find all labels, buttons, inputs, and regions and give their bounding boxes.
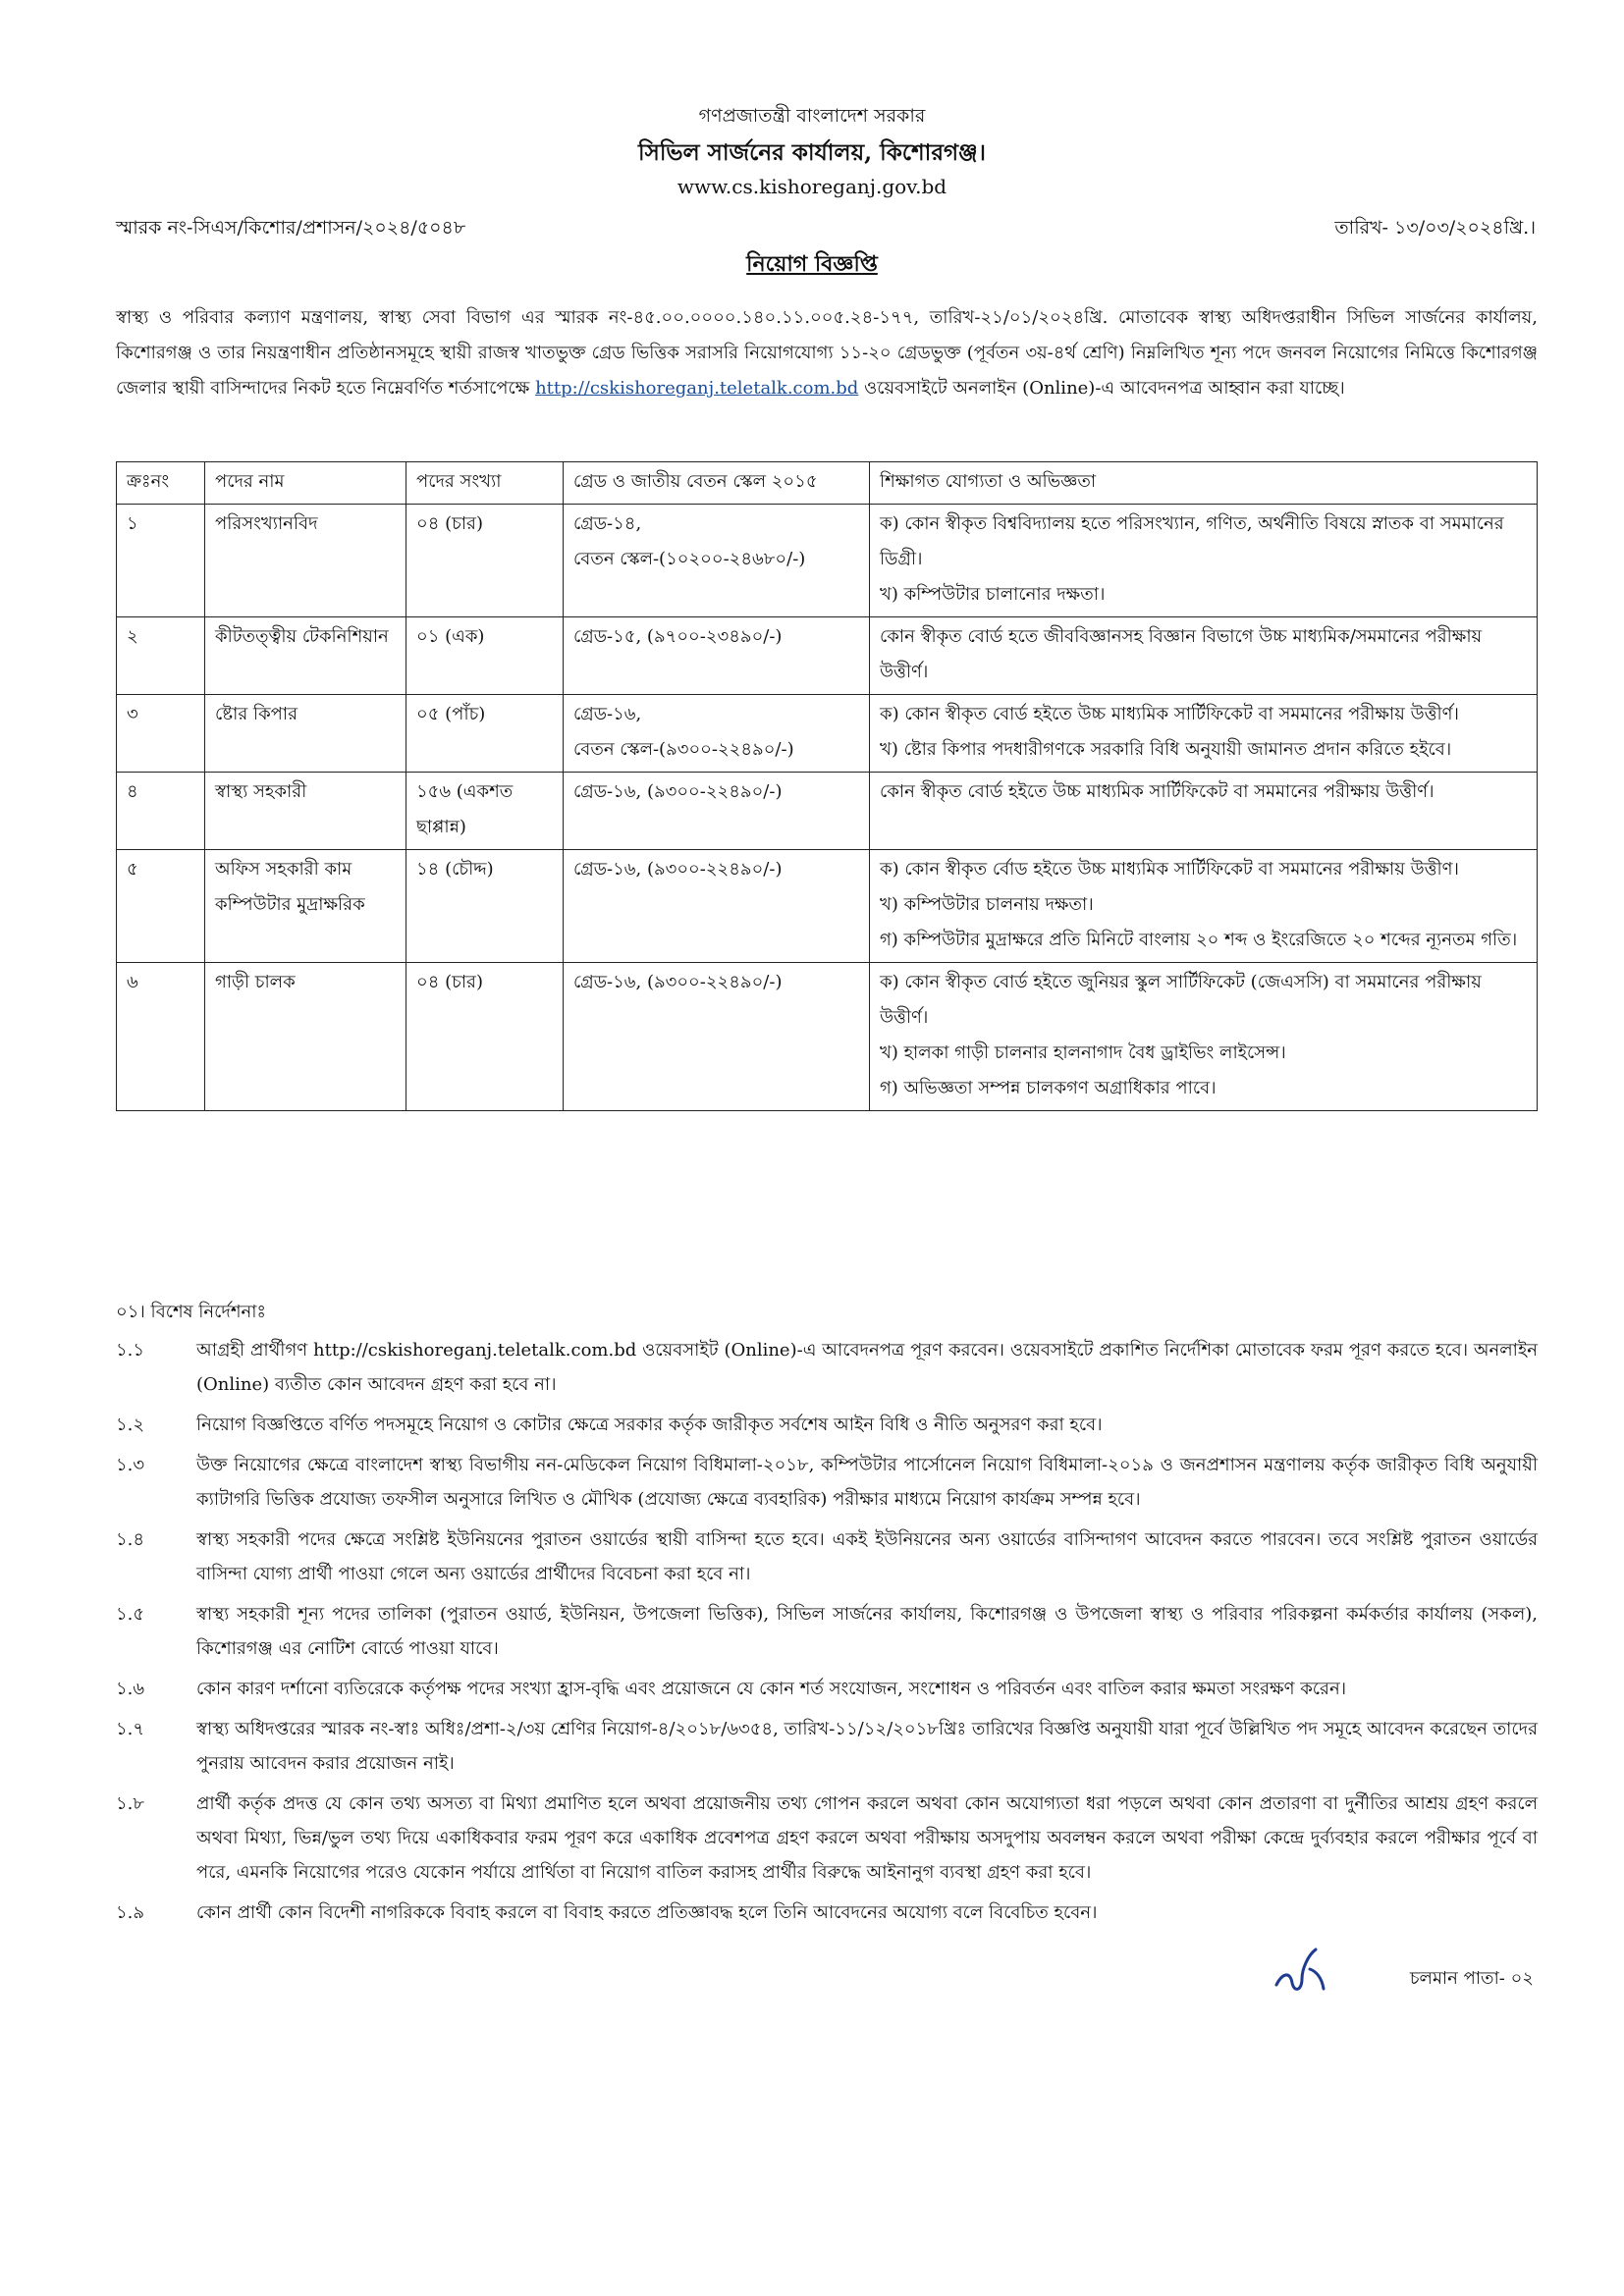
header-grade-scale: গ্রেড ও জাতীয় বেতন স্কেল ২০১৫	[564, 462, 870, 505]
instruction-text: প্রার্থী কর্তৃক প্রদত্ত যে কোন তথ্য অসত্য বা মিথ্যা প্রমাণিত হলে অথবা প্রয়োজনীয় তথ্য গোপন করলে অথবা কোন অযোগ্যতা ধরা পড়লে অথবা কোন প্রতারণা বা দুর্নীতির আশ্রয় গ্রহণ করলে অথবা মিথ্যা, ভিন্ন/ভুল তথ্য দিয়ে একাধিকবার ফরম পূরণ করে একাধিক প্রবেশপত্র গ্রহণ করলে অথবা পরীক্ষায় অসদুপায় অবলম্বন করলে অথবা পরীক্ষা কেন্দ্রে দুর্ব্যবহার করলে পরীক্ষার পূর্বে বা পরে, এমনকি নিয়োগের পরেও যেকোন পর্যায়ে প্রার্থিতা বা নিয়োগ বাতিল করাসহ প্রার্থীর বিরুদ্ধে আইনানুগ ব্যবস্থা গ্রহণ করা হবে।	[196, 1793, 1538, 1883]
table-row	[117, 617, 1538, 695]
qualification-line: কোন স্বীকৃত বোর্ড হতে জীববিজ্ঞানসহ বিজ্ঞান বিভাগে উচ্চ মাধ্যমিক/সমমানের পরীক্ষায় উত্তীর্ণ।	[880, 626, 1483, 682]
instruction-text: স্বাস্থ্য সহকারী পদের ক্ষেত্রে সংশ্লিষ্ট ইউনিয়নের পুরাতন ওয়ার্ডের স্থায়ী বাসিন্দা হতে হবে। একই ইউনিয়নের অন্য ওয়ার্ডের বাসিন্দাগণ আবেদন করতে পারবেন। তবে সংশ্লিষ্ট পুরাতন ওয়ার্ডের বাসিন্দা যোগ্য প্রার্থী পাওয়া গেলে অন্য ওয়ার্ডের প্রার্থীদের বিবেচনা করা হবে না।	[196, 1529, 1538, 1584]
grade-line: বেতন স্কেল-(৯৩০০-২২৪৯০/-)	[573, 739, 794, 760]
header-post-name: পদের নাম	[205, 462, 406, 505]
qualification-line: গ) কম্পিউটার মুদ্রাক্ষরে প্রতি মিনিটে বাংলায় ২০ শব্দ ও ইংরেজিতে ২০ শব্দের ন্যূনতম গতি।	[880, 930, 1518, 950]
table-row	[117, 850, 1538, 963]
qualification-line: খ) কম্পিউটার চালানোর দক্ষতা।	[880, 584, 1106, 605]
cell-post-name: অফিস সহকারী কাম কম্পিউটার মুদ্রাক্ষরিক	[205, 850, 406, 963]
instruction-number: ১.৪	[116, 1529, 145, 1550]
cell-post-count: ০৪ (চার)	[406, 963, 564, 1111]
instruction-number: ১.১	[116, 1340, 145, 1361]
instruction-item	[116, 1896, 1538, 1930]
instruction-text: স্বাস্থ্য সহকারী শূন্য পদের তালিকা (পুরাতন ওয়ার্ড, ইউনিয়ন, উপজেলা ভিত্তিক), সিভিল সার্জনের কার্যালয়, কিশোরগঞ্জ ও উপজেলা স্বাস্থ্য ও পরিবার পরিকল্পনা কর্মকর্তার কার্যালয় (সকল), কিশোরগঞ্জ এর নোটিশ বোর্ডে পাওয়া যাবে।	[196, 1604, 1538, 1659]
cell-qualification	[870, 617, 1538, 695]
header-post-count: পদের সংখ্যা	[406, 462, 564, 505]
instruction-item	[116, 1597, 1538, 1666]
instruction-number: ১.৮	[116, 1793, 145, 1814]
qualification-line: ক) কোন স্বীকৃত বিশ্ববিদ্যালয় হতে পরিসংখ্যান, গণিত, অর্থনীতি বিষয়ে স্নাতক বা সমমানের ডিগ্রী।	[880, 513, 1504, 569]
cell-grade-scale	[564, 850, 870, 963]
instruction-number: ১.৯	[116, 1902, 145, 1923]
instruction-text: আগ্রহী প্রার্থীগণ http://cskishoreganj.teletalk.com.bd ওয়েবসাইট (Online)-এ আবেদনপত্র পূরণ করবেন। ওয়েবসাইটে প্রকাশিত নির্দেশিকা মোতাবেক ফরম পূরণ করতে হবে। অনলাইন (Online) ব্যতীত কোন আবেদন গ্রহণ করা হবে না।	[196, 1340, 1538, 1395]
continued-page-note: চলমান পাতা- ০২	[1409, 1968, 1534, 1989]
instruction-item	[116, 1712, 1538, 1781]
instruction-item	[116, 1672, 1538, 1706]
instruction-text: স্বাস্থ্য অধিদপ্তরের স্মারক নং-স্বাঃ অধিঃ/প্রশা-২/৩য় শ্রেণির নিয়োগ-৪/২০১৮/৬৩৫৪, তারিখ-১১/১২/২০১৮খ্রিঃ তারিখের বিজ্ঞপ্তি অনুযায়ী যারা পূর্বে উল্লিখিত পদ সমূহে আবেদন করেছেন তাদের পুনরায় আবেদন করার প্রয়োজন নাই।	[196, 1719, 1538, 1774]
cell-serial: ৩	[117, 695, 205, 773]
special-instructions-heading: ০১। বিশেষ নির্দেশনাঃ	[116, 1302, 267, 1322]
instruction-text: কোন প্রার্থী কোন বিদেশী নাগরিককে বিবাহ করলে বা বিবাহ করতে প্রতিজ্ঞাবদ্ধ হলে তিনি আবেদনের অযোগ্য বলে বিবেচিত হবেন।	[196, 1902, 1098, 1923]
memo-date: তারিখ- ১৩/০৩/২০২৪খ্রি.।	[1334, 217, 1536, 239]
instruction-item	[116, 1408, 1538, 1442]
special-instructions-list	[116, 1333, 1538, 1936]
cell-serial: ১	[117, 505, 205, 617]
table-row	[117, 505, 1538, 617]
cell-grade-scale	[564, 617, 870, 695]
grade-line: গ্রেড-১৪,	[573, 513, 642, 534]
cell-post-count: ০৪ (চার)	[406, 505, 564, 617]
application-link[interactable]: http://cskishoreganj.teletalk.com.bd	[535, 378, 859, 399]
instruction-item	[116, 1333, 1538, 1402]
cell-post-count: ১৫৬ (একশত ছাপ্পান্ন)	[406, 773, 564, 850]
table-row	[117, 963, 1538, 1111]
cell-post-count: ০১ (এক)	[406, 617, 564, 695]
qualification-line: খ) ষ্টোর কিপার পদধারীগণকে সরকারি বিধি অনুযায়ী জামানত প্রদান করিতে হইবে।	[880, 739, 1452, 760]
grade-line: গ্রেড-১৬, (৯৩০০-২২৪৯০/-)	[573, 859, 783, 880]
intro-paragraph: স্বাস্থ্য ও পরিবার কল্যাণ মন্ত্রণালয়, স্বাস্থ্য সেবা বিভাগ এর স্মারক নং-৪৫.০০.০০০০.১৪০.১১.০০৫.২৪-১৭৭, তারিখ-২১/০১/২০২৪খ্রি. মোতাবেক স্বাস্থ্য অধিদপ্তরাধীন সিভিল সার্জনের কার্যালয়, কিশোরগঞ্জ ও তার নিয়ন্ত্রণাধীন প্রতিষ্ঠানসমূহে স্থায়ী রাজস্ব খাতভুক্ত গ্রেড ভিত্তিক সরাসরি নিয়োগযোগ্য ১১-২০ গ্রেডভুক্ত (পূর্বতন ৩য়-৪র্থ শ্রেণি) নিম্নলিখিত শূন্য পদে জনবল নিয়োগের নিমিত্তে কিশোরগঞ্জ জেলার স্থায়ী বাসিন্দাদের নিকট হতে নিম্নেবর্ণিত শর্তসাপেক্ষে http://cskishoreganj.teletalk.com.bd ওয়েবসাইটে অনলাইন (Online)-এ আবেদনপত্র আহ্বান করা যাচ্ছে।	[116, 307, 1538, 399]
cell-post-count: ০৫ (পাঁচ)	[406, 695, 564, 773]
cell-serial: ২	[117, 617, 205, 695]
qualification-line: ক) কোন স্বীকৃত বোর্ড হইতে জুনিয়র স্কুল সার্টিফিকেট (জেএসসি) বা সমমানের পরীক্ষায় উত্তীর্ণ।	[880, 972, 1482, 1028]
qualification-line: কোন স্বীকৃত বোর্ড হইতে উচ্চ মাধ্যমিক সার্টিফিকেট বা সমমানের পরীক্ষায় উত্তীর্ণ।	[880, 781, 1435, 802]
office-website[interactable]: www.cs.kishoreganj.gov.bd	[677, 175, 947, 198]
qualification-line: খ) কম্পিউটার চালনায় দক্ষতা।	[880, 894, 1094, 915]
cell-post-name: পরিসংখ্যানবিদ	[205, 505, 406, 617]
cell-post-name: স্বাস্থ্য সহকারী	[205, 773, 406, 850]
qualification-line: ক) কোন স্বীকৃত র্বোড হইতে উচ্চ মাধ্যমিক সার্টিফিকেট বা সমমানের পরীক্ষায় উত্তীণ।	[880, 859, 1459, 880]
cell-grade-scale	[564, 773, 870, 850]
instruction-text: উক্ত নিয়োগের ক্ষেত্রে বাংলাদেশ স্বাস্থ্য বিভাগীয় নন-মেডিকেল নিয়োগ বিধিমালা-২০১৮, কম্পিউটার পার্সোনেল নিয়োগ বিধিমালা-২০১৯ ও জনপ্রশাসন মন্ত্রণালয় কর্তৃক জারীকৃত বিধি অনুযায়ী ক্যাটাগরি ভিত্তিক প্রযোজ্য তফসীল অনুসারে লিখিত ও মৌখিক (প্রযোজ্য ক্ষেত্রে ব্যবহারিক) পরীক্ষার মাধ্যমে নিয়োগ কার্যক্রম সম্পন্ন হবে।	[196, 1455, 1538, 1510]
grade-line: গ্রেড-১৬,	[573, 704, 642, 724]
instruction-number: ১.২	[116, 1415, 145, 1435]
instruction-number: ১.৫	[116, 1604, 145, 1625]
table-row	[117, 773, 1538, 850]
instruction-number: ১.৩	[116, 1455, 145, 1475]
instruction-item	[116, 1787, 1538, 1890]
grade-line: বেতন স্কেল-(১০২০০-২৪৬৮০/-)	[573, 549, 806, 569]
table-header-row	[117, 462, 1538, 505]
cell-grade-scale	[564, 695, 870, 773]
cell-serial: ৫	[117, 850, 205, 963]
qualification-line: গ) অভিজ্ঞতা সম্পন্ন চালকগণ অগ্রাধিকার পাবে।	[880, 1078, 1217, 1098]
instruction-item	[116, 1522, 1538, 1591]
instruction-text: কোন কারণ দর্শানো ব্যতিরেকে কর্তৃপক্ষ পদের সংখ্যা হ্রাস-বৃদ্ধি এবং প্রয়োজনে যে কোন শর্ত সংযোজন, সংশোধন ও পরিবর্তন এবং বাতিল করার ক্ষমতা সংরক্ষণ করেন।	[196, 1679, 1347, 1699]
cell-qualification	[870, 963, 1538, 1111]
page-title: নিয়োগ বিজ্ঞপ্তি	[746, 251, 878, 277]
vacancy-table	[116, 461, 1538, 1111]
cell-post-name: ষ্টোর কিপার	[205, 695, 406, 773]
header-serial: ক্রঃনং	[117, 462, 205, 505]
signature-mark	[1272, 1944, 1327, 1997]
cell-post-count: ১৪ (চৌদ্দ)	[406, 850, 564, 963]
qualification-line: ক) কোন স্বীকৃত বোর্ড হইতে উচ্চ মাধ্যমিক সার্টিফিকেট বা সমমানের পরীক্ষায় উত্তীর্ণ।	[880, 704, 1459, 724]
qualification-line: খ) হালকা গাড়ী চালনার হালনাগাদ বৈধ ড্রাইভিং লাইসেন্স।	[880, 1042, 1286, 1063]
cell-qualification	[870, 695, 1538, 773]
cell-serial: ৪	[117, 773, 205, 850]
cell-qualification	[870, 505, 1538, 617]
memo-number: স্মারক নং-সিএস/কিশোর/প্রশাসন/২০২৪/৫০৪৮	[116, 217, 466, 239]
cell-post-name: গাড়ী চালক	[205, 963, 406, 1111]
header-qualification: শিক্ষাগত যোগ্যতা ও অভিজ্ঞতা	[870, 462, 1538, 505]
office-name: সিভিল সার্জনের কার্যালয়, কিশোরগঞ্জ।	[638, 139, 986, 166]
government-name: গণপ্রজাতন্ত্রী বাংলাদেশ সরকার	[698, 105, 926, 127]
instruction-number: ১.৭	[116, 1719, 145, 1739]
cell-post-name: কীটতত্ত্বীয় টেকনিশিয়ান	[205, 617, 406, 695]
instruction-item	[116, 1448, 1538, 1517]
table-body	[117, 505, 1538, 1111]
instruction-number: ১.৬	[116, 1679, 145, 1699]
grade-line: গ্রেড-১৬, (৯৩০০-২২৪৯০/-)	[573, 972, 783, 992]
grade-line: গ্রেড-১৫, (৯৭০০-২৩৪৯০/-)	[573, 626, 783, 647]
table-row	[117, 695, 1538, 773]
grade-line: গ্রেড-১৬, (৯৩০০-২২৪৯০/-)	[573, 781, 783, 802]
cell-grade-scale	[564, 505, 870, 617]
cell-grade-scale	[564, 963, 870, 1111]
cell-serial: ৬	[117, 963, 205, 1111]
cell-qualification	[870, 773, 1538, 850]
instruction-text: নিয়োগ বিজ্ঞপ্তিতে বর্ণিত পদসমূহে নিয়োগ ও কোটার ক্ষেত্রে সরকার কর্তৃক জারীকৃত সর্বশেষ আইন বিধি ও নীতি অনুসরণ করা হবে।	[196, 1415, 1103, 1435]
cell-qualification	[870, 850, 1538, 963]
